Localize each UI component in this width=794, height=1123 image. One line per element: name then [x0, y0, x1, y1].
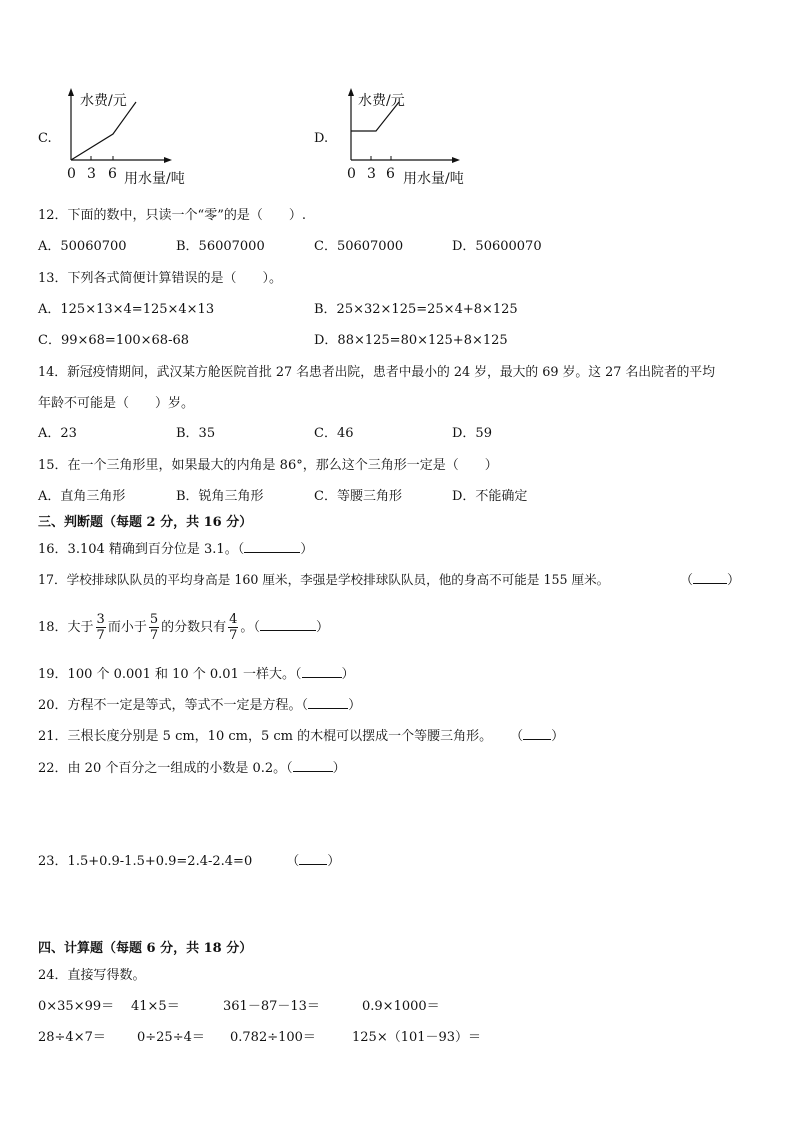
- q14-option-c: C．46: [314, 426, 354, 441]
- q14-text-line1: 14．新冠疫情期间，武汉某方舱医院首批 27 名患者出院，患者中最小的 24 岁，最大的 69 岁。这 27 名出院者的平均: [38, 365, 716, 380]
- graph-c-x-arrow: [164, 157, 172, 163]
- section-4-heading: 四、计算题（每题 6 分，共 18 分）: [38, 941, 253, 956]
- calc-item: 41×5＝: [131, 999, 180, 1014]
- graph-d-xlabel: 用水量/吨: [403, 171, 464, 187]
- graph-c-xlabel: 用水量/吨: [124, 171, 185, 187]
- q12-option-a: A．50060700: [38, 239, 127, 254]
- q19: 19．100 个 0.001 和 10 个 0.01 一样大。（ ）: [38, 667, 355, 682]
- calc-item: 0.9×1000＝: [362, 999, 440, 1014]
- graph-d-tick-label-3: 3: [367, 166, 376, 182]
- q17-answer-blank[interactable]: [693, 571, 727, 584]
- q15-option-a: A．直角三角形: [38, 489, 126, 504]
- q18-fraction-1: $\frac{3}{7}$: [96, 612, 105, 643]
- q18-fraction-2: $\frac{5}{7}$: [149, 612, 159, 643]
- q14-option-a: A．23: [38, 426, 77, 441]
- calc-item: 125×（101－93）＝: [352, 1030, 482, 1045]
- section-3-heading: 三、判断题（每题 2 分，共 16 分）: [38, 515, 253, 530]
- q14-option-d: D．59: [452, 426, 492, 441]
- q20: 20．方程不一定是等式，等式不一定是方程。（ ）: [38, 698, 362, 713]
- q22-answer-blank[interactable]: [293, 759, 333, 772]
- q16-text: 16．3.104 精确到百分位是 3.1。: [38, 542, 238, 557]
- q13-text: 13．下列各式简便计算错误的是（ ）。: [38, 271, 283, 286]
- calc-item: 28÷4×7＝: [38, 1030, 106, 1045]
- q15-option-b: B．锐角三角形: [176, 489, 264, 504]
- graph-c-y-arrow: [68, 88, 74, 96]
- q23-text: 23．1.5+0.9-1.5+0.9=2.4-2.4=0: [38, 854, 253, 869]
- calc-item: 0.782÷100＝: [230, 1030, 316, 1045]
- q15-option-c: C．等腰三角形: [314, 489, 402, 504]
- graph-d-x-arrow: [452, 157, 460, 163]
- calc-item: 0÷25÷4＝: [137, 1030, 205, 1045]
- q24-text: 24．直接写得数。: [38, 968, 146, 983]
- q21: 21．三根长度分别是 5 cm，10 cm，5 cm 的木棍可以摆成一个等腰三角形。 （ ）: [38, 729, 565, 744]
- q23-answer-blank[interactable]: [299, 852, 327, 865]
- graph-d-tick-label-6: 6: [386, 166, 395, 182]
- q18: 18．大于 $\frac{3}{7}$ 而小于 $\frac{5}{7}$ 的分数只有 $\frac{4}{7}$ 。（ ）: [38, 612, 329, 643]
- q12-option-b: B．56007000: [176, 239, 265, 254]
- graph-d-ylabel: 水费/元: [358, 93, 405, 109]
- graph-d-tick-label-0: 0: [347, 166, 356, 182]
- q13-option-d: D．88×125=80×125+8×125: [314, 333, 508, 348]
- q14-text-line2: 年龄不可能是（ ）岁。: [38, 396, 195, 411]
- q13-option-c: C．99×68=100×68-68: [38, 333, 189, 348]
- q19-answer-blank[interactable]: [302, 665, 342, 678]
- q20-answer-blank[interactable]: [308, 696, 348, 709]
- q16: 16．3.104 精确到百分位是 3.1。（ ）: [38, 542, 314, 557]
- q18-answer-blank[interactable]: [260, 618, 316, 631]
- q23: 23．1.5+0.9-1.5+0.9=2.4-2.4=0 （ ）: [38, 854, 341, 869]
- q15-option-d: D．不能确定: [452, 489, 528, 504]
- option-c-letter: C.: [38, 131, 52, 146]
- q20-text: 20．方程不一定是等式，等式不一定是方程。: [38, 698, 302, 713]
- q13-option-b: B．25×32×125=25×4+8×125: [314, 302, 518, 317]
- graph-c-tick-label-6: 6: [108, 166, 117, 182]
- q21-answer-blank[interactable]: [523, 727, 551, 740]
- q16-answer-blank[interactable]: [244, 540, 300, 553]
- q22: 22．由 20 个百分之一组成的小数是 0.2。（ ）: [38, 761, 346, 776]
- q21-text: 21．三根长度分别是 5 cm，10 cm，5 cm 的木棍可以摆成一个等腰三角形。: [38, 729, 493, 744]
- q19-text: 19．100 个 0.001 和 10 个 0.01 一样大。: [38, 667, 295, 682]
- q12-option-d: D．50600070: [452, 239, 542, 254]
- graph-c-line: [71, 102, 136, 160]
- option-d-letter: D.: [314, 131, 329, 146]
- q13-option-a: A．125×13×4=125×4×13: [38, 302, 215, 317]
- q17-answer: （ ）: [680, 573, 741, 588]
- graph-c-tick-label-3: 3: [87, 166, 96, 182]
- q14-option-b: B．35: [176, 426, 216, 441]
- q22-text: 22．由 20 个百分之一组成的小数是 0.2。: [38, 761, 287, 776]
- q12-text: 12．下面的数中，只读一个“零”的是（ ）.: [38, 208, 306, 223]
- calc-item: 0×35×99＝: [38, 999, 115, 1014]
- q12-option-c: C．50607000: [314, 239, 404, 254]
- calc-item: 361－87－13＝: [223, 999, 320, 1014]
- q18-fraction-3: $\frac{4}{7}$: [229, 612, 238, 643]
- graph-c-tick-label-0: 0: [67, 166, 76, 182]
- q17-text: 17．学校排球队队员的平均身高是 160 厘米，李强是学校排球队队员，他的身高不可能是 155 厘米。: [38, 572, 610, 587]
- graph-c-ylabel: 水费/元: [80, 93, 127, 109]
- graph-d-y-arrow: [348, 88, 354, 96]
- q15-text: 15．在一个三角形里，如果最大的内角是 86°，那么这个三角形一定是（ ）: [38, 458, 498, 473]
